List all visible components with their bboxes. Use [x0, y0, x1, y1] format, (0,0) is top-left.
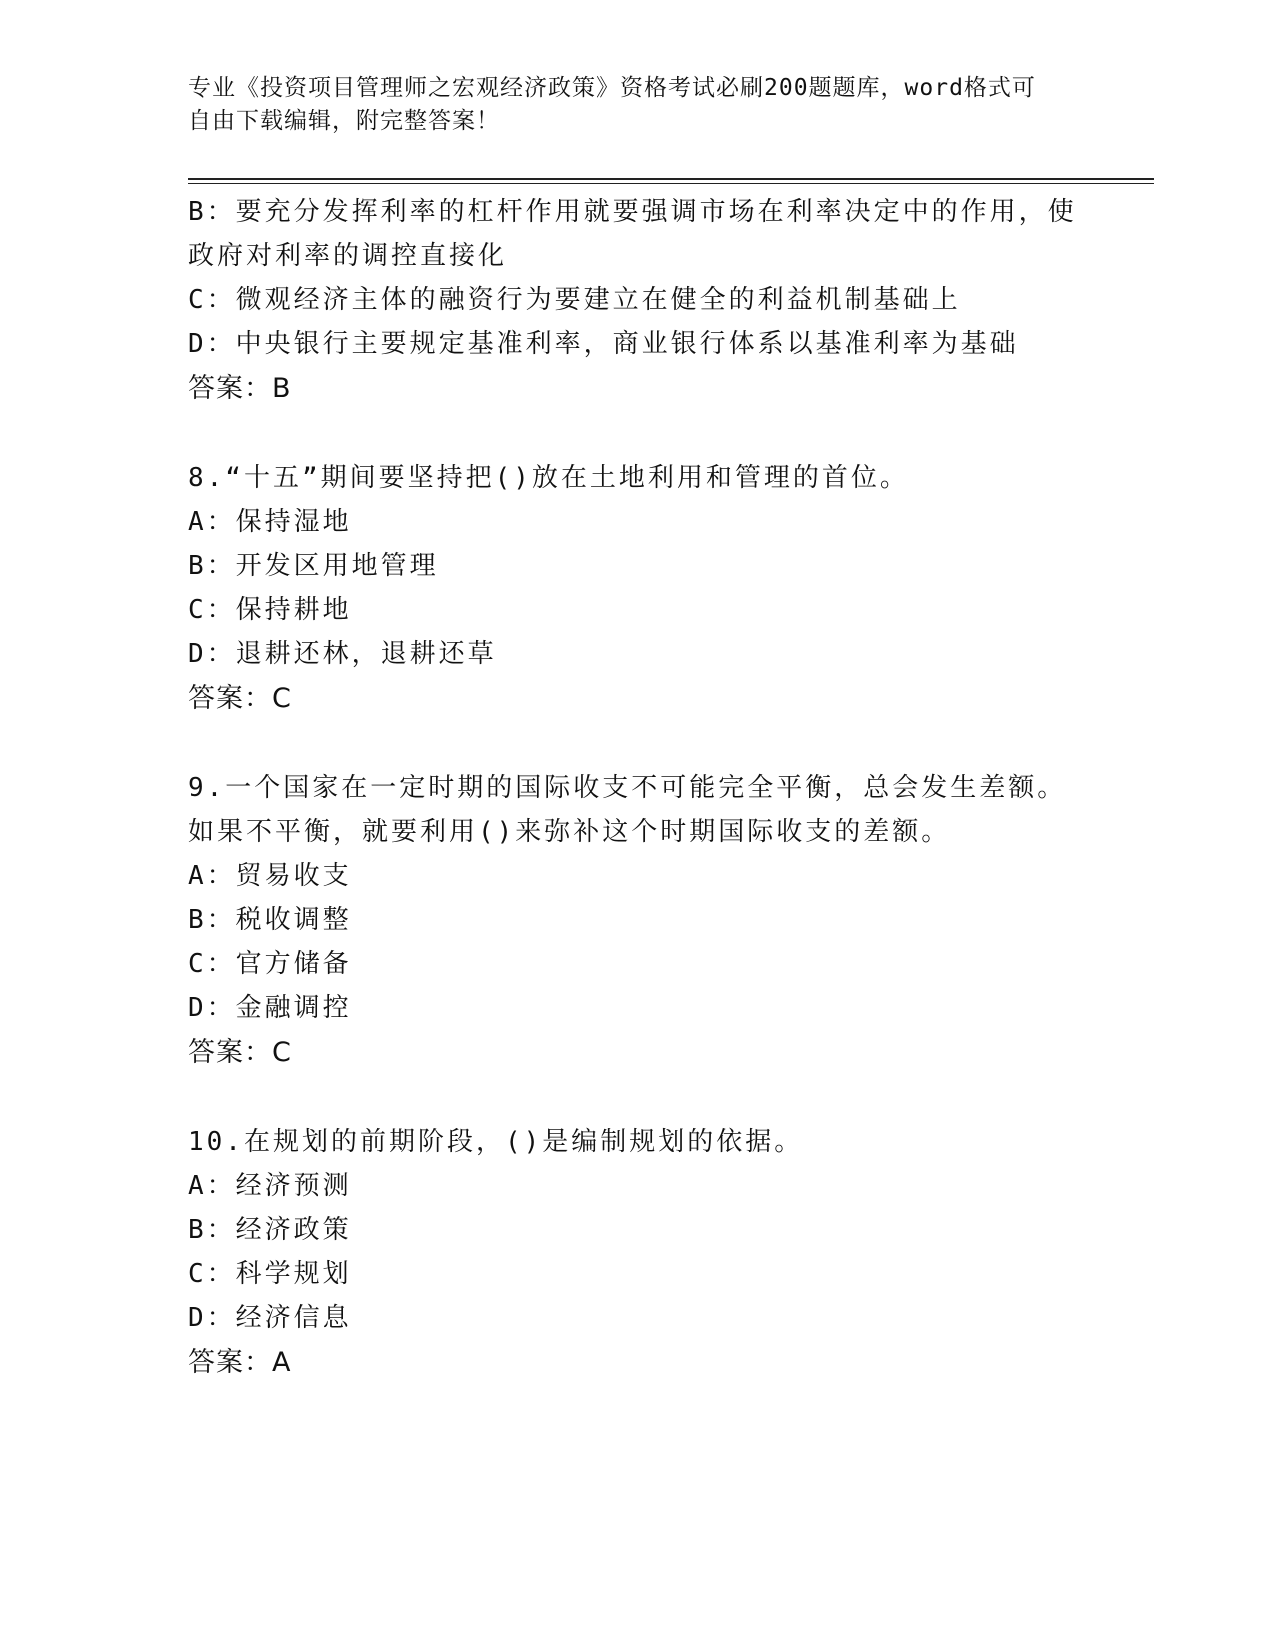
- option-b: B：要充分发挥利率的杠杆作用就要强调市场在利率决定中的作用，使: [188, 197, 1077, 227]
- header-title-line-1: 专业《投资项目管理师之宏观经济政策》资格考试必刷200题题库，word格式可: [188, 75, 1036, 101]
- option-d: D：退耕还林，退耕还草: [188, 639, 497, 669]
- header-divider-thick: [188, 178, 1154, 180]
- question-7-continued: [188, 190, 1088, 412]
- option-a: A：贸易收支: [188, 861, 352, 891]
- question-stem: 10.在规划的前期阶段，()是编制规划的依据。: [188, 1127, 804, 1157]
- spacer: [188, 1076, 1088, 1120]
- question-stem: 9.一个国家在一定时期的国际收支不可能完全平衡，总会发生差额。: [188, 773, 1067, 803]
- option-a: A：保持湿地: [188, 507, 352, 537]
- header-title-line-2: 自由下载编辑，附完整答案！: [188, 108, 500, 134]
- option-c: C：科学规划: [188, 1259, 352, 1289]
- option-b: B：经济政策: [188, 1215, 352, 1245]
- option-b: B：开发区用地管理: [188, 551, 439, 581]
- question-stem: 8.“十五”期间要坚持把()放在土地利用和管理的首位。: [188, 463, 909, 493]
- option-d: D：经济信息: [188, 1303, 352, 1333]
- header-divider-thin: [188, 183, 1154, 184]
- spacer: [188, 412, 1088, 456]
- option-d: D：中央银行主要规定基准利率，商业银行体系以基准利率为基础: [188, 329, 1019, 359]
- question-stem-continued: 如果不平衡，就要利用()来弥补这个时期国际收支的差额。: [188, 817, 951, 847]
- option-b-continued: 政府对利率的调控直接化: [188, 241, 508, 271]
- option-c: C：微观经济主体的融资行为要建立在健全的利益机制基础上: [188, 285, 961, 315]
- question-10: [188, 1120, 1088, 1386]
- option-a: A：经济预测: [188, 1171, 352, 1201]
- answer-line: 答案：A: [188, 1347, 292, 1378]
- option-d: D：金融调控: [188, 993, 352, 1023]
- question-list: [188, 190, 1088, 1386]
- spacer: [188, 722, 1088, 766]
- option-c: C：官方储备: [188, 949, 352, 979]
- option-b: B：税收调整: [188, 905, 352, 935]
- answer-line: 答案：B: [188, 373, 292, 404]
- question-8: [188, 456, 1088, 722]
- answer-line: 答案：C: [188, 683, 292, 714]
- answer-line: 答案：C: [188, 1037, 292, 1068]
- option-c: C：保持耕地: [188, 595, 352, 625]
- document-header: [188, 72, 1068, 138]
- question-9: [188, 766, 1088, 1076]
